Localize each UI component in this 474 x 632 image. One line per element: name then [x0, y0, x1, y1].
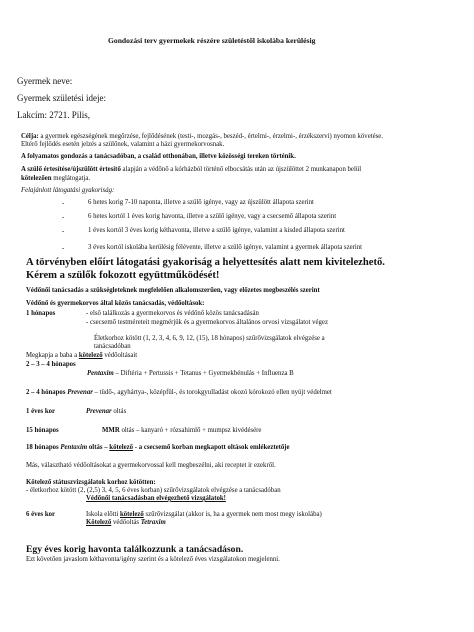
- mmr-name: MMR: [102, 427, 120, 434]
- bcg-post: védőoltásait: [102, 352, 138, 359]
- goal-line: [21, 133, 383, 141]
- m18-mandatory: kötelező: [109, 444, 134, 451]
- prevenar-desc: – tüdő-, agyhártya-, középfül-, és torokgyulladást okozó kórokozó ellen nyújt védelmet: [92, 389, 332, 396]
- notify-line: [21, 166, 361, 174]
- m1-line: - első találkozás a gyermekorvos és védőnő közös tanácsadásán: [86, 310, 259, 317]
- status-exam-title: Kötelező státuszvizsgálatok korhoz kötötten:: [26, 479, 156, 486]
- pentaxim-line: [87, 370, 294, 378]
- m1-line: - csecsemő testméreteit megmérjük és a gyermekorvos általános orvosi vizsgálatot végez: [86, 319, 328, 326]
- banner-line-1: A törvényben előírt látogatási gyakoriság a helyettesítés alatt nem kivitelezhető.: [26, 257, 385, 268]
- visit-item: 6 hetes kortól 1 éves korig havonta, illetve a szülő igénye, vagy a csecsemő állapota szerint: [88, 213, 337, 220]
- prevenar-name: Prevenar: [67, 389, 93, 396]
- notify-rest: alapján a védőnő a kórházból történő elbocsátás után az újszülöttet 2 munkanapon belül: [120, 166, 362, 173]
- prevenar-line: [26, 389, 332, 397]
- mmr-desc: oltás – kanyaró + rózsahimlő + mumpsz kivédésére: [119, 427, 262, 434]
- bcg-pre: Megkapja a baba a: [26, 352, 79, 359]
- m18-desc: - a csecsemő korban megkapott oltások emlékeztetője: [133, 444, 290, 451]
- y6-pre: Iskola előtti: [86, 511, 120, 518]
- joint-consultation: Védőnő és gyermekorvos által közös tanácsadás, védőoltások:: [26, 300, 205, 307]
- age-label-2-4-months: 2 – 4 hónapos: [26, 389, 66, 396]
- bcg-line: [26, 352, 137, 360]
- goal-label: Célja:: [21, 133, 39, 140]
- m18-vaccine: Pentaxim: [60, 444, 88, 451]
- notify-bold: A szülő értesítése/újszülött értesítő: [21, 166, 121, 173]
- age-label-1-year: 1 éves kor: [26, 408, 56, 415]
- goal-text: a gyermek egészségének megőrzése, fejlődésének (testi-, mozgás-, beszéd-, értelmi-, érzelmi-, érzékszervi) nyomon követése.: [38, 133, 383, 140]
- y6-mandatory: kötelező: [119, 511, 144, 518]
- y1-vaccine-line: [86, 408, 126, 416]
- child-birth-field: Gyermek születési ideje:: [17, 93, 106, 103]
- banner-line-2: Kérem a szülők fokozott együttműködését!: [26, 270, 220, 281]
- bullet: -: [62, 227, 65, 235]
- age-label-2-3-4-months: 2 – 3 – 4 hónapos: [26, 361, 76, 368]
- bullet: -: [62, 244, 65, 252]
- address-field: Lakcím: 2721. Pilis,: [17, 110, 90, 120]
- y6-rest: szűrővizsgálat (akkor is, ha a gyermek nem most megy iskolába): [143, 511, 322, 518]
- status-exam-line: - életkorhoz kötött (2, (2,5) 3, 4, 5, 6 éves korban) szűrővizsgálatok elvégzése a tanácsadóban: [26, 487, 281, 494]
- appointment-note: Védőnői tanácsadás a szükségleteknek megfelelően alkalomszerűen, vagy előzetes megbeszélés szerint: [26, 287, 320, 294]
- notify-line2-rest: meglátogatja.: [51, 175, 91, 182]
- notify-line2-bold: kötelezően: [21, 175, 52, 182]
- bullet: -: [62, 213, 65, 221]
- bullet: -: [62, 199, 65, 207]
- goal-line-2: Eltérő fejlődés esetén jelzés a szülőnek, valamint a házi gyermekorvosnak.: [21, 141, 225, 148]
- tetraxim-name: Tetraxim: [140, 519, 166, 526]
- age-label-6-years: 6 éves kor: [26, 511, 56, 518]
- y6-vaccination: védőoltás: [111, 519, 141, 526]
- y1-rest: oltás: [111, 408, 127, 415]
- suggested-frequency: Felajánlott látogatási gyakoriság:: [21, 187, 115, 194]
- continuous-care: A folyamatos gondozás a tanácsadóban, a család otthonában, illetve közösségi tereken történik.: [21, 153, 296, 160]
- document-title: Gondozási terv gyermekek részére születéstől iskolába kerülésig: [108, 36, 316, 45]
- age-label-18-months: 18 hónapos: [26, 444, 59, 451]
- m18-mid: oltás –: [87, 444, 110, 451]
- pentaxim-name: Pentaxim: [87, 370, 114, 377]
- y1-vaccine: Prevenar: [86, 408, 112, 415]
- status-exam-note: Védőnői tanácsadásban elvégezhető vizsgálatok!: [86, 495, 226, 502]
- screening-line: Életkorhoz kötött (1, 2, 3, 4, 6, 9, 12, (15), 18 hónapos) szűrővizsgálatok elvégzése a: [94, 335, 325, 342]
- closing-text: Ezt követően javaslom kéthavonta/igény szerint és a kötelező éves vizsgálatokon megjelenni.: [26, 556, 280, 563]
- child-name-field: Gyermek neve:: [17, 76, 73, 86]
- y6-line-2: [86, 519, 166, 527]
- screening-line-2: tanácsadóban: [94, 343, 131, 350]
- age-label-1-month: 1 hónapos: [26, 310, 56, 317]
- notify-line-2: [21, 175, 90, 183]
- pentaxim-desc: – Diftéria + Pertussis + Tetanus + Gyermekbénulás + Influenza B: [113, 370, 294, 377]
- visit-item: 1 éves kortól 3 éves korig kéthavonta, illetve a szülő igénye, valamint a kisded állapota szerint: [88, 227, 345, 234]
- closing-title: Egy éves korig havonta találkozzunk a tanácsadáson.: [26, 544, 244, 555]
- y6-line-1: [86, 511, 322, 519]
- m15-vaccine-line: [102, 427, 261, 435]
- visit-item: 6 hetes korig 7-10 naponta, illetve a szülő igénye, vagy az újszülött állapota szerint: [88, 199, 314, 206]
- age-label-15-months: 15 hónapos: [26, 427, 59, 434]
- visit-item: 3 éves kortól iskolába kerülésig félévente, illetve a szülő igénye, valamint a gyermek állapota szerint: [88, 244, 363, 251]
- y6-mandatory-2: Kötelező: [86, 519, 112, 526]
- optional-vaccines: Más, választható védőoltásokat a gyermekorvossal kell megbeszélni, aki receptet ír ezekről.: [26, 462, 276, 469]
- bcg-mandatory: kötelező: [78, 352, 103, 359]
- m18-line: [26, 444, 290, 452]
